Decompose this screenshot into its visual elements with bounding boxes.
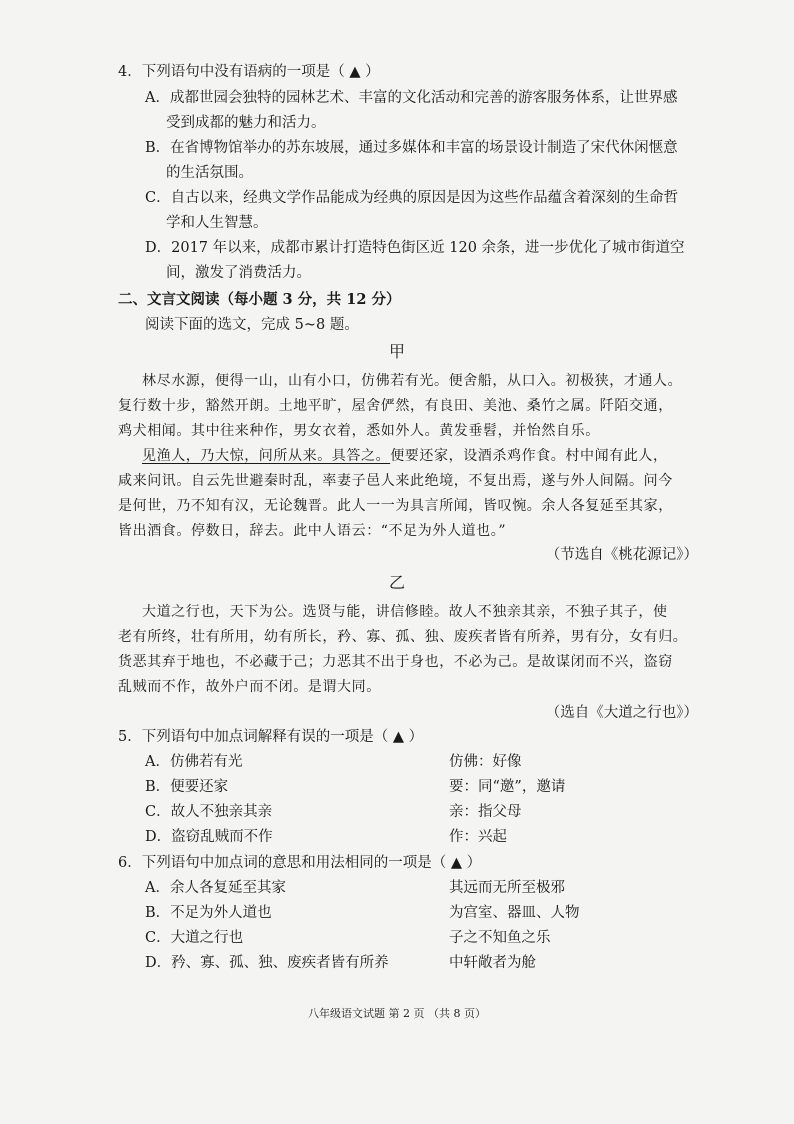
q5-option-right: 作：兴起 (449, 829, 507, 845)
q4-stem: 4．下列语句中没有语病的一项是（ ▲ ） (118, 64, 380, 80)
q6-option-left: B．不足为外人道也 (145, 905, 272, 921)
q5-option-right: 要：同“邀”，邀请 (449, 779, 566, 795)
q5-option-right: 仿佛：好像 (449, 754, 522, 770)
q6-option-right: 子之不知鱼之乐 (449, 930, 551, 946)
passage-jia-line: 复行数十步，豁然开朗。土地平旷，屋舍俨然，有良田、美池、桑竹之属。阡陌交通， (118, 398, 673, 414)
q4-option-c-line1: C．自古以来，经典文学作品能成为经典的原因是因为这些作品蕴含着深刻的生命哲 (145, 190, 679, 206)
q4-option-a-line2: 受到成都的魅力和活力。 (166, 115, 326, 131)
q6-option-right: 其远而无所至极邪 (449, 880, 565, 896)
q4-option-c-line2: 学和人生智慧。 (166, 215, 268, 231)
q4-option-d-line1: D．2017 年以来，成都市累计打造特色街区近 120 余条，进一步优化了城市街道空 (145, 240, 685, 256)
passage-jia-title: 甲 (388, 342, 405, 361)
q5-option-left: C．故人不独亲其亲 (145, 804, 273, 820)
q6-option-right: 为宫室、器皿、人物 (449, 905, 580, 921)
passage-yi-title: 乙 (388, 573, 405, 592)
passage-jia-source: （节选自《桃花源记》） (545, 547, 698, 563)
passage-jia-line: 皆出酒食。停数日，辞去。此中人语云：“不足为外人道也。” (118, 523, 507, 539)
q6-option-right: 中轩敞者为舱 (449, 955, 536, 971)
passage-jia-line: 咸来问讯。自云先世避秦时乱，率妻子邑人来此绝境，不复出焉，遂与外人间隔。问今 (118, 473, 673, 489)
q6-option-left: D．矜、寡、孤、独、废疾者皆有所养 (145, 955, 389, 971)
passage-yi-line: 老有所终，壮有所用，幼有所长，矜、寡、孤、独、废疾者皆有所养，男有分，女有归。 (118, 629, 688, 645)
passage-jia-line-rest: 便要还家，设酒杀鸡作食。村中闻有此人， (390, 448, 668, 464)
q4-option-d-line2: 间，激发了消费活力。 (166, 265, 311, 281)
passage-jia-line: 是何世，乃不知有汉，无论魏晋。此人一一为具言所闻，皆叹惋。余人各复延至其家， (118, 498, 673, 514)
q5-option-left: B．便要还家 (145, 779, 229, 795)
passage-jia-line: 林尽水源，便得一山，山有小口，仿佛若有光。便舍船，从口入。初极狭，才通人。 (142, 373, 683, 389)
passage-yi-source: （选自《大道之行也》） (545, 705, 698, 721)
passage-jia-line: 鸡犬相闻。其中往来种作，男女衣着，悉如外人。黄发垂髫，并怡然自乐。 (118, 423, 600, 439)
passage-yi-line: 乱贼而不作，故外户而不闭。是谓大同。 (118, 679, 381, 695)
section-heading: 二、文言文阅读（每小题 3 分，共 12 分） (118, 291, 401, 308)
q6-stem: 6．下列语句中加点词的意思和用法相同的一项是（ ▲ ） (118, 855, 482, 871)
q5-option-left: D．盗窃乱贼而不作 (145, 829, 273, 845)
q6-option-left: A．余人各复延至其家 (145, 880, 286, 896)
passage-jia-line (142, 446, 668, 466)
page-footer: 八年级语文试题 第 2 页 （共 8 页） (308, 1007, 486, 1020)
passage-yi-line: 货恶其弃于地也，不必藏于己；力恶其不出于身也，不必为己。是故谋闭而不兴，盗窃 (118, 654, 673, 670)
passage-yi-line: 大道之行也，天下为公。选贤与能，讲信修睦。故人不独亲其亲，不独子其子，使 (142, 604, 668, 620)
q5-option-right: 亲：指父母 (449, 804, 522, 820)
q6-option-left: C．大道之行也 (145, 930, 244, 946)
q5-option-left: A．仿佛若有光 (145, 754, 243, 770)
underlined-sentence: 见渔人，乃大惊，问所从来。具答之。 (142, 448, 391, 464)
q4-option-b-line2: 的生活氛围。 (166, 165, 253, 181)
q4-option-b-line1: B．在省博物馆举办的苏东坡展，通过多媒体和丰富的场景设计制造了宋代休闲惬意 (145, 140, 678, 156)
q4-option-a-line1: A．成都世园会独特的园林艺术、丰富的文化活动和完善的游客服务体系，让世界感 (145, 90, 678, 106)
q5-stem: 5．下列语句中加点词解释有误的一项是（ ▲ ） (118, 729, 424, 745)
section-instruction: 阅读下面的选文，完成 5~8 题。 (145, 317, 359, 333)
